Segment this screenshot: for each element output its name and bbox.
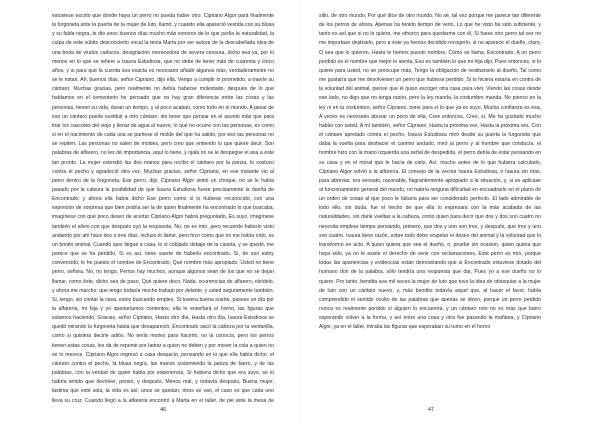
left-page-body-text: estuviese escrito que donde haya un perro no pueda haber otro. Cipriano Algor pará finalmente la furgoneta ante la puerta de la mujer de luto, llamó, y cuando ella apareció vestida con su blusa y su falda negra, le dio unos buenos días mucho más sonoros de lo que pedía la naturalidad, la culpa de este súbito desconcierto vocal la tenía Marta por ser autora de la descabellada idea de una boda de viudos caducos, designación merecedora de severa censura, dicho sea ya, por lo menos en lo que se refiere a Isaura Estudiosa, que no debe de tener más de cuarenta y cinco años, y si para que la cuenta sea exacta es necesario añadir algunos más, verdaderamente no se le notan. Ah, buenos días, señor Cipriano, dijo ella, Vengo a cumplir lo prometido, a traerle su cántaro, Muchas gracias, pero realmente no debía haberse molestado, después de lo que hablamos en el cementerio he pensado que no hay gran diferencia entre las cosas y las personas, tienen su vida, duran un tiempo, y al poco acaban, como todo en el mundo, A pesar de eso un cántaro puede sustituir a otro cántaro, sin tener que pensar en el asunto más que para tirar los cascotes del viejo y llenar de agua el nuevo, lo que no ocurre con las personas, es como si en el nacimiento de cada una se partiese el molde del que ha salido, por eso las personas no se repiten, Las personas no salen de moldes, pero creo que entiendo lo que quiere decir, Son palabras de alfarero, no les dé importancia, aquí lo tiene, y ojalá no se le despegue el asa a éste tan pronto. La mujer extendió las dos manos para recibir el cántaro por la panza, lo sostuvo contra el pecho y agradeció otra vez, Muchas gracias, señor Cipriano, en ese instante vio al perro dentro de la furgoneta, Ese perro, dijo. Cipriano Algor sintió un choque, no se le había pasado por la cabeza la posibilidad de que Isaura Estudiosa fuese precisamente la dueña de Encontrado, y ahora ella había dicho Ese perro como si lo hubiese reconocido, con una expresión de sorpresa que bien podría ser la de quien finalmente ha encontrado lo que buscaba, imagínese con qué poco deseo de acertar Cipriano Algor habrá preguntado, Es suyo, imagínese también el alivio con que después oyó la respuesta, No, no es mío, pero recuerdo haberlo visto andando por ahí hace dos o tres días, incluso lo llamé, pero hizo como que no me había oído, es un bonito animal, Cuando ayer llegué a casa, lo vi cobijado debajo de la caseta, y se quedó, me parece que se ha perdido, Si es así, tiene suerte de haberlo encontrado, Sí, de eso estoy convencido, le he puesto el nombre de Encontrado, Qué nombre más apropiado, Usted no tiene perro, señora, No, no tengo, Perros hay muchos, aunque algunos sean de los que no se dejan llamar, como éste, dicho sea de paso, Qué quiere decir, Nada, ocurrencias de alfarero, olvídelo, y ahora me marcho, que tengo todavía mucho trabajo por delante, y usted seguramente también, Sí, tengo, sin contar la casa, estoy buscando empleo, Si tuviera buena suerte, pásese un día por la alfarería, mi hija y yo quedaríamos contentos, ella le enseñará el horno, las figuras que estamos haciendo, Gracias, señor Cipriano, Hasta otro día, Hasta otro día, Isaura Estudiosa se quedó mirando la furgoneta hasta que desapareció. Encontrado sacó la cabeza por la ventanilla, como si quisiera decirle adiós. No tenía motivo para hacerlo, no la conocía, pero los perros tienen estas cosas, les da de repente por ladrar a quien no deben y por mover la cola a quien no se lo merece. Cipriano Algor regresó a casa despacio, pensando en lo que ella había dicho, el cántaro contra el pecho, la blusa negra, las manos sosteniendo la panza de barro, y de las palabras, con la verdad de quien habla por experiencia, Si hubiera dicho que era suyo, se lo habría tenido que devolver, pensó, y después, Menos mal, y todavía después, Buena mujer, lástima que esté sola, la vida es así, unos se quedan, otros se van, el caso es que cada uno lleva su cruz. Cuando llegó a la alfarería encontró a Marta en el taller, de pie ante la mesa de — [52, 13, 274, 404]
right-page-body-text: sitio, de otro mundo, Por qué dice de otro mundo, No sé, tal vez porque me parece tan diferente de los perros de ahora, Apenas ha tenido tiempo de verlo, Lo que he visto ha sido suficiente, y tanto es así que si no lo quiere, me ofrezco para quedarme con él, Si fuese otro perro tal vez no me importase dejárselo, pero a éste ya hemos decidido recogerlo, si no aparece el dueño, claro, O sea que lo quieren, Hasta le hemos puesto nombre, Cómo se llama, Encontrado, A un perro perdido es el nombre que mejor le sienta, Eso es también lo que mi hija dijo, Pues entonces, si lo quiere para usted, no se preocupe más, Tengo la obligación de restituirselo al dueño, Tal como me gustaría que me devolviesen un perro que hubiese perdido, Si lo hiciera estaría en contra de la voluntad del animal, piense que él quiso escoger otra casa para vivir, Viendo las cosas desde ese lado, no digo que no tenga razón, pero la ley manda, la costumbre manda, No pienso en la ley ni en la costumbre, señor Cipriano, tome para sí lo que ya es suyo, Mucha confianza es ésa, A veces es necesario abusar un poco de ella, Cree entonces, Creo, sí, Me ha gustado mucho hablar con usted, A mí también, señor Cipriano, Hasta la próxima vez, Hasta la próxima vez. Con el cántaro apretado contra el pecho, Isaura Estudiosa miró desde su puerta la furgoneta que daba la vuelta para deshacer el camino andado, miró al perro y al hombre que conducía, el hombre hizo con la mano izquierda una señal de despedida, el perro debía de estar pensando en su casa y en el moral que le hacía de cielo. Así, mucho antes de lo que hubiera calculado, Cipriano Algor volvió a la alfarería. El consejo de la vecina Isaura Estudiosa, o Isaura sin más, para abreviar, era sensato, razonable, flagrantemente apropiado a la situación, y, si se aplicase al funcionamiento general del mundo, no habría ninguna dificultad en encuadrarlo en el plano de un orden de cosas al que poco le faltaría para ser considerado perfecto. El lado admirable de todo ello, sin duda, fue el hecho de que ella lo expresara con la más acabada de las naturalidades, sin darle vueltas a la cabeza, como quien para decir que dos y dos son cuatro no necesita emplear tiempo pensando, primero, que dos y uno son tres, y después, que tres y uno son cuatro. Isaura tiene razón, sobre todo debe respetar el deseo del animal y la voluntad que lo transformó en acto. A quien quiera que sea el dueño, o, pruebe sin ocasión, quien quiera que haya sido, ya no le asiste el derecho de venir con reclamaciones, Este perro es mío, porque todas las apariencias y evidencias están demostrando que si Encontrado estuviese dotado del humano don de la palabra, sólo tendría una respuesta que dar, Pues yo a ese dueño no lo quiero. Por tanto, bendita sea mil veces la mujer de luto que tuvo la idea de obsequiar a la mujer de luto con un cántaro nuevo, y, más bendito todavía aquel que, al hacer el favor, había comprendido el sentido oculto de las palabras que apenas se dicen, porque un perro perdido nunca es realmente perdido si alguien lo encuentra, y un cántaro roto no es más que barro esperando volver a la forma, y así entre una cosa y otra fue pasando la mañana, y Cipriano Algor, ya en el taller, miraba las figuras que esperaban su turno en el horno — [319, 13, 541, 331]
right-page-number: 47 — [427, 407, 435, 413]
left-page-number: 46 — [159, 407, 167, 413]
right-page — [300, 0, 600, 424]
